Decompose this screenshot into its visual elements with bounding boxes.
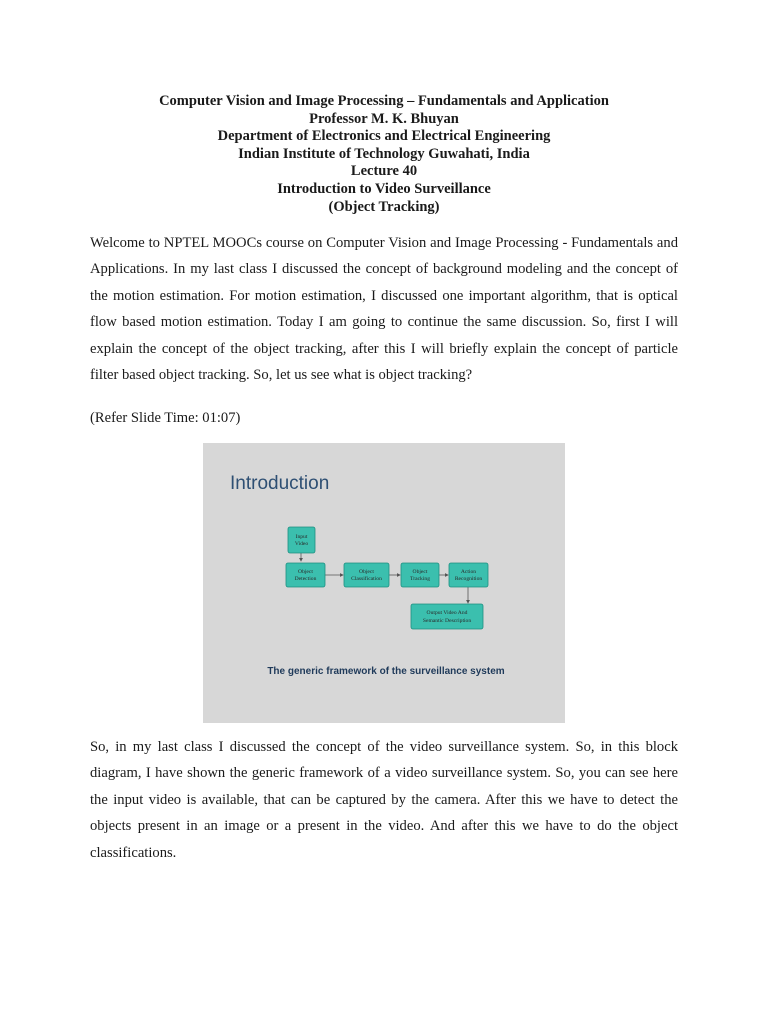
- block-object-detection: [286, 563, 325, 587]
- block-input-video: [288, 527, 315, 553]
- block-output-video-line1: Output Video And: [426, 610, 468, 616]
- lecture-number: Lecture 40: [350, 163, 418, 180]
- block-output-video: [411, 604, 483, 629]
- slide-caption: The generic framework of the surveillance system: [267, 666, 505, 677]
- block-object-classification-line1: Object: [359, 569, 374, 575]
- lecture-title: Introduction to Video Surveillance: [277, 180, 491, 197]
- block-object-tracking-line2: Tracking: [410, 576, 430, 582]
- professor-name: Professor M. K. Bhuyan: [309, 110, 459, 127]
- block-object-tracking-line1: Object: [412, 569, 428, 575]
- slide-title: Introduction: [230, 473, 330, 494]
- after-slide-paragraph: So, in my last class I discussed the concept of the video surveillance system. So, in this block diagram, I have shown the generic framework of a video surveillance system. So, you can see here the input video is available, that can be captured by the camera. After this we have to detect the objects present in an image or a present in the video. And after this we have to do the object classifications.: [90, 739, 678, 861]
- block-object-tracking: [401, 563, 439, 587]
- slide-time-reference: (Refer Slide Time: 01:07): [90, 410, 241, 426]
- intro-paragraph: Welcome to NPTEL MOOCs course on Computer Vision and Image Processing - Fundamentals and Applications. In my last class I discussed the concept of background modeling and the concept of the motion estimation. For motion estimation, I discussed one important algorithm, that is optical flow based motion estimation. Today I am going to continue the same discussion. So, first I will explain the concept of the object tracking, after this I will briefly explain the concept of particle filter based object tracking. So, let us see what is object tracking?: [90, 235, 678, 384]
- lecture-slide-image: [203, 443, 565, 723]
- block-action-recognition-line2: Recognition: [454, 576, 483, 582]
- block-input-video-line2: Video: [294, 541, 309, 547]
- department-name: Department of Electronics and Electrical Engineering: [217, 128, 551, 145]
- block-action-recognition: [449, 563, 488, 587]
- document-header: [0, 93, 768, 216]
- block-object-detection-line2: Detection: [294, 576, 317, 582]
- block-input-video-line1: Input: [295, 534, 308, 540]
- block-action-recognition-line1: Action: [460, 569, 477, 575]
- block-output-video-line2: Semantic Description: [422, 618, 472, 624]
- block-object-classification-line2: Classification: [351, 576, 382, 582]
- block-diagram: [203, 443, 565, 723]
- block-object-classification: [344, 563, 389, 587]
- course-title: Computer Vision and Image Processing – Fundamentals and Application: [159, 93, 609, 109]
- lecture-subtitle: (Object Tracking): [328, 198, 440, 215]
- block-object-detection-line1: Object: [298, 569, 313, 575]
- institute-name: Indian Institute of Technology Guwahati, India: [238, 145, 530, 162]
